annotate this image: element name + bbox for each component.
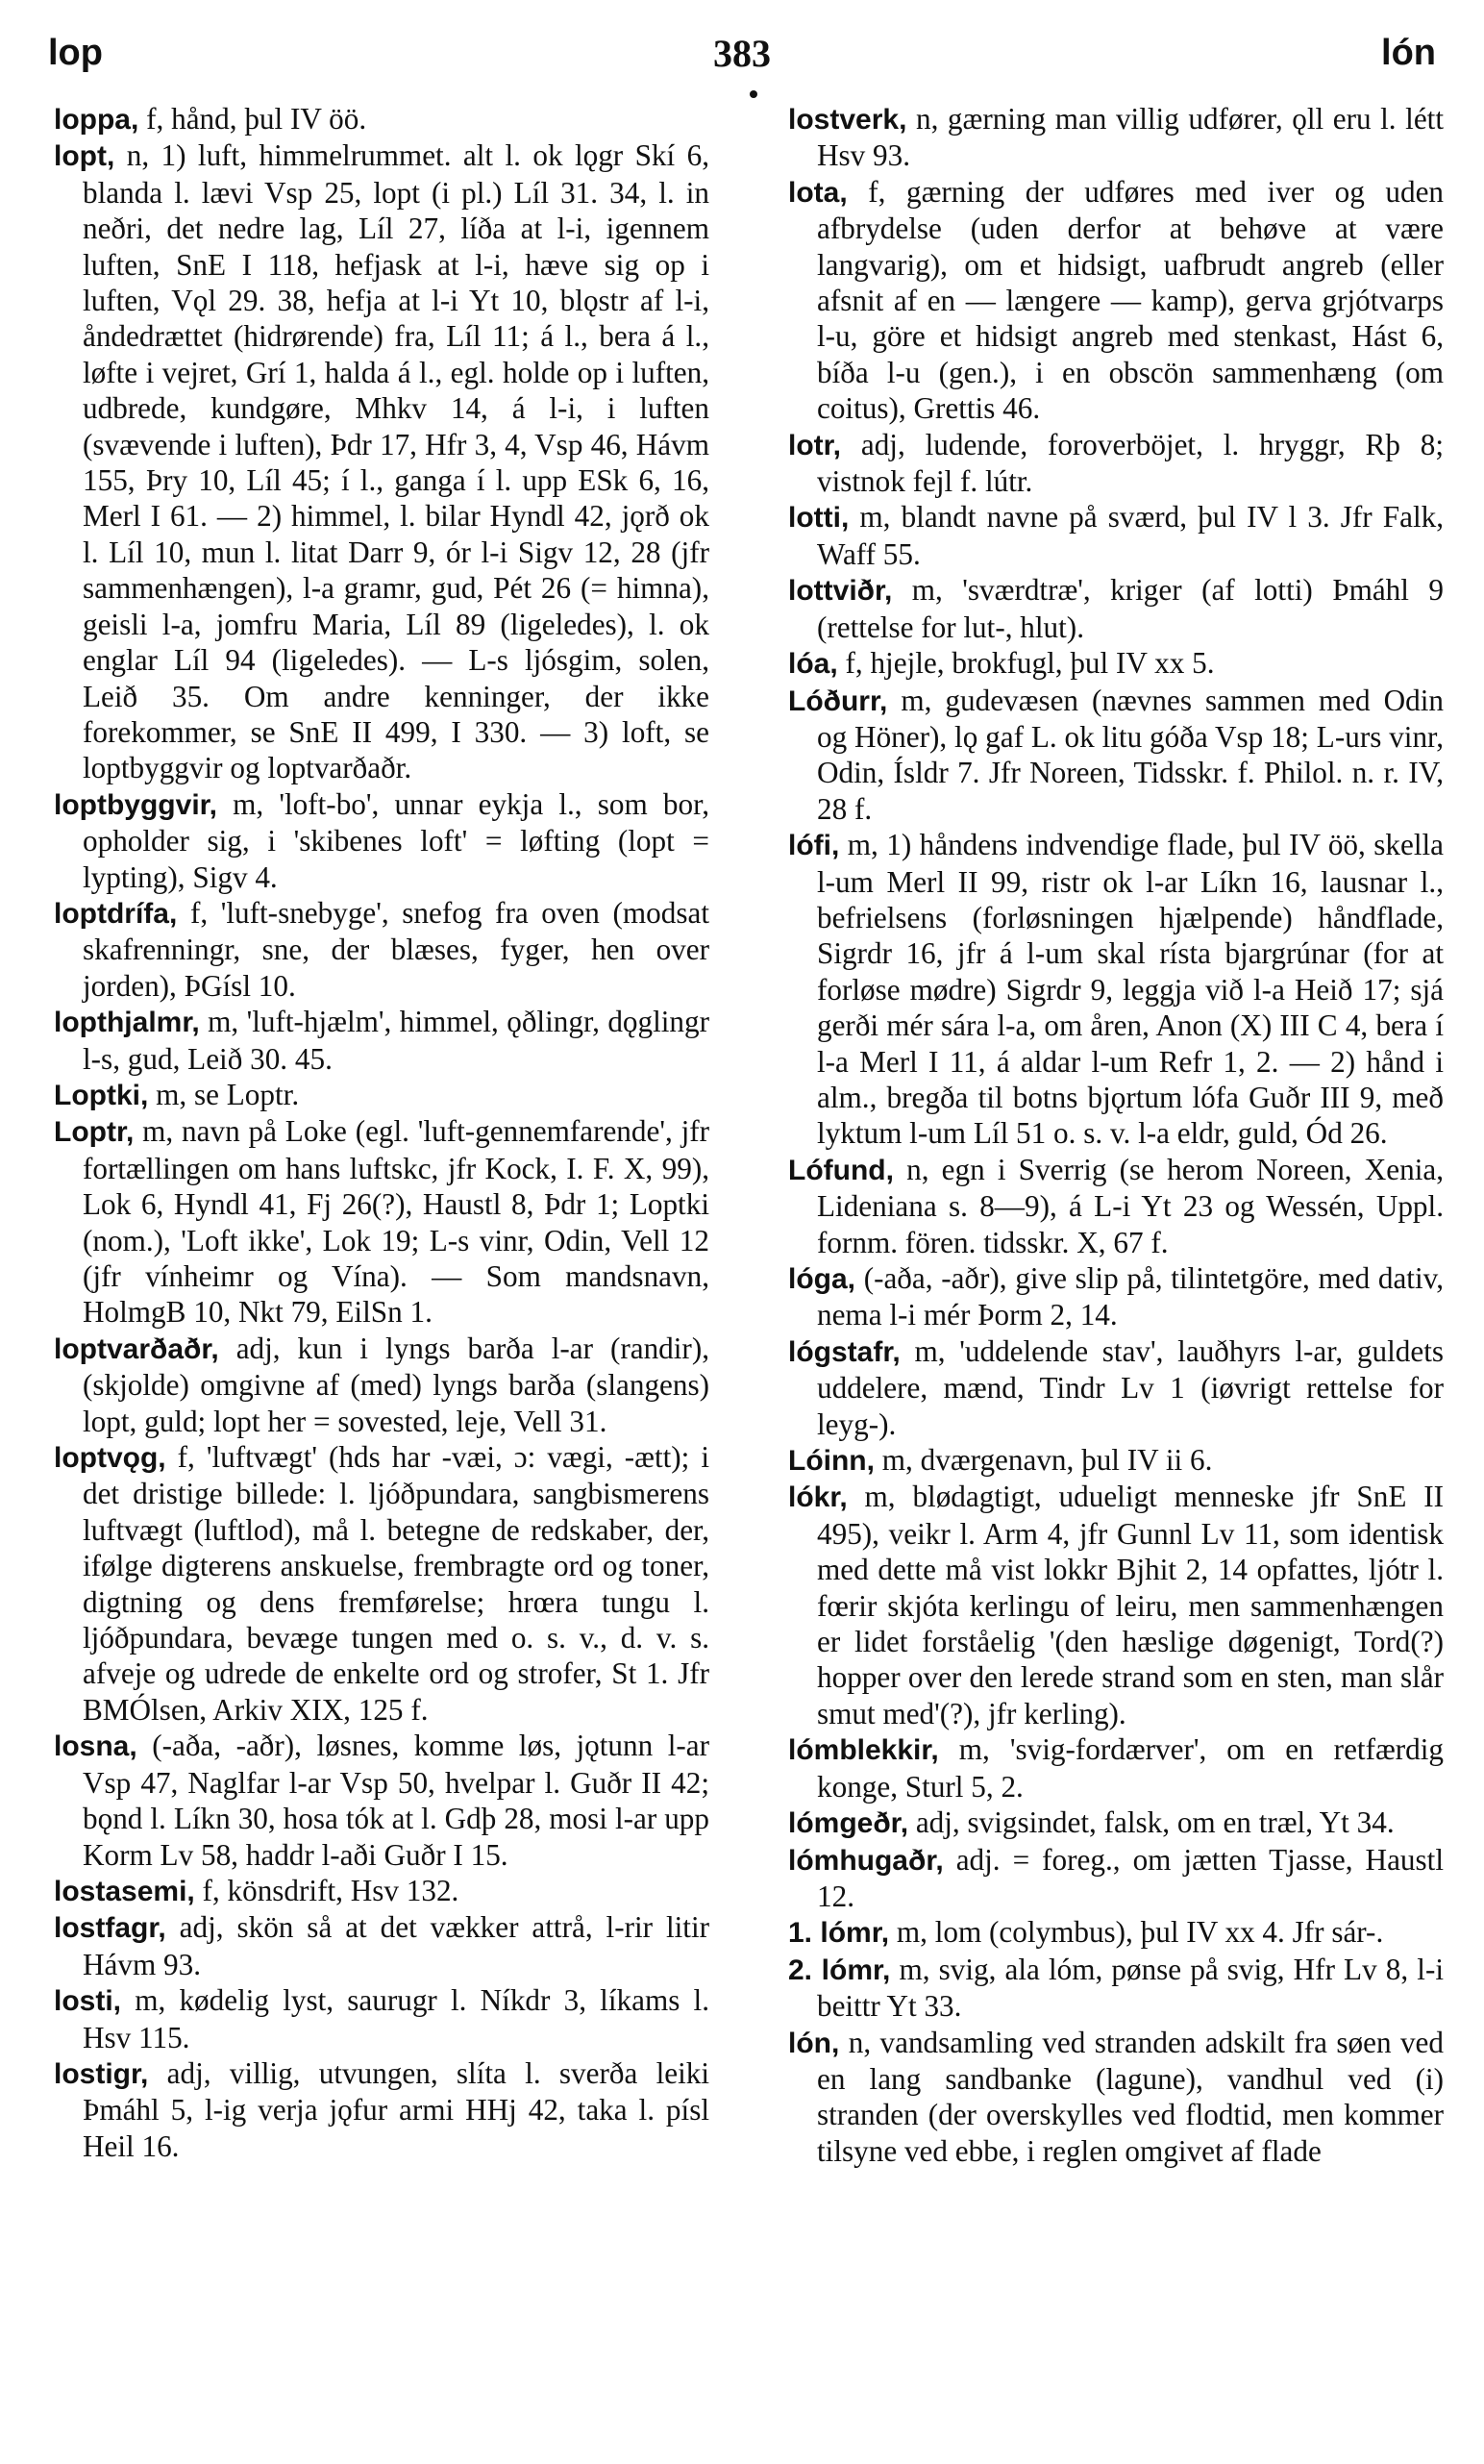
dictionary-entry bbox=[54, 1982, 709, 2055]
entry-definition: f, gærning der udføres med iver og uden afbrydelse (uden derfor at behøve at være langvarig), om et hidsigt, uafbrudt angreb (eller afsnit af en — længere — kamp), gerva grjótvarps l-u, göre et hidsigt angreb med stenkast, Hást 6, bíða l-u (gen.), i en obscön sammenhæng (om coitus), Grettis 46. bbox=[817, 174, 1444, 426]
dictionary-entry bbox=[54, 1439, 709, 1728]
entry-definition: m, 1) håndens indvendige flade, þul IV öö, skella l-um Merl II 99, ristr ok l-ar Líkn 16, lausnar l., befrielsens (forløsningen hjælpende) håndflade, Sigrdr 16, jfr á l-um skal rísta bjargrúnar (for at forløse mødre) Sigrdr 9, leggja við l-a Heið 17; sjá gerði mér sára l-a, om åren, Anon (X) III C 4, bera í l-a Merl I 11, á aldar l-um Refr 1, 2. — 2) hånd i alm., bregða til botns bjǫrtum lófa Guðr III 9, með lyktum l-um Líl 51 o. s. v. l-a eldr, guld, Ód 26. bbox=[817, 828, 1444, 1151]
entry-definition: adj, skön så at det vækker attrå, l-rir litir Hávm 93. bbox=[83, 1910, 709, 1981]
entry-headword: lóa, bbox=[788, 648, 838, 681]
entry-definition: m, lom (colymbus), þul IV xx 4. Jfr sár-. bbox=[896, 1915, 1384, 1950]
entry-headword: lómhugaðr, bbox=[788, 1844, 944, 1877]
dictionary-entry bbox=[54, 101, 709, 137]
entry-definition: (-aða, -aðr), løsnes, komme løs, jǫtunn l-ar Vsp 47, Naglfar l-ar Vsp 50, hvelpar l. Guðr II 42; bǫnd l. Líkn 30, hosa tók at l. Gdþ 28, mosi l-ar upp Korm Lv 58, haddr l-aði Guðr I 15. bbox=[83, 1729, 709, 1872]
dictionary-entry bbox=[788, 1731, 1444, 1804]
entry-definition: m, svig, ala lóm, pønse på svig, Hfr Lv 8, l-i beittr Yt 33. bbox=[817, 1952, 1444, 2024]
entry-definition: n, 1) luft, himmelrummet. alt l. ok lǫgr Skí 6, blanda l. lævi Vsp 25, lopt (i pl.) Líl 31. 34, l. in neðri, det nedre lag, Líl 27, líða at l-i, igennem luften, SnE I 118, hefjask at l-i, hæve sig op i luften, Vǫl 29. 38, hefja at l-i Yt 10, blǫstr af l-i, åndedrættet (hidrørende) fra, Líl 11; á l., bera á l., løfte i vejret, Grí 1, halda á l., egl. holde op i luften, udbrede, kundgøre, Mhkv 14, á l-i, i luften (svævende i luften), Þdr 17, Hfr 3, 4, Vsp 46, Hávm 155, Þry 10, Líl 45; í l., ganga í l. upp ESk 6, 16, Merl I 61. — 2) himmel, l. bilar Hyndl 42, jǫrð ok l. Líl 10, mun l. litat Darr 9, ór l-i Sigv 12, 28 (jfr sammenhængen), l-a gramr, gud, Pét 26 (= himna), geisli l-a, jomfru Maria, Líl 89 (ligeledes), l. ok englar Líl 94 (ligeledes). — L-s ljósgim, solen, Leið 35. Om andre kenninger, der ikke forekommer, se SnE II 499, I 330. — 3) loft, se loptbyggvir og loptvarðaðr. bbox=[83, 138, 709, 785]
entry-headword: lostasemi, bbox=[54, 1875, 195, 1907]
dictionary-entry bbox=[54, 1728, 709, 1873]
entry-headword: lostigr, bbox=[54, 2057, 149, 2090]
entry-headword: lófi, bbox=[788, 830, 840, 862]
dictionary-entry bbox=[788, 572, 1444, 645]
entry-headword: lón, bbox=[788, 2027, 840, 2059]
entry-headword: lota, bbox=[788, 176, 848, 209]
entry-headword: lómgeðr, bbox=[788, 1807, 909, 1840]
entry-definition: m, 'sværdtræ', kriger (af lotti) Þmáhl 9 (rettelse for lut-, hlut). bbox=[817, 573, 1444, 644]
entry-headword: 1. lómr, bbox=[788, 1917, 890, 1950]
entry-headword: Lófund, bbox=[788, 1154, 894, 1186]
entry-headword: Loptki, bbox=[54, 1079, 149, 1111]
dictionary-entry bbox=[788, 1804, 1444, 1841]
dictionary-entry bbox=[54, 786, 709, 895]
entry-headword: lottviðr, bbox=[788, 575, 893, 608]
dictionary-entry bbox=[788, 1479, 1444, 1731]
entry-definition: adj, kun i lyngs barða l-ar (randir), (skjolde) omgivne af (med) lyngs barða (slangens) lopt, guld; lopt her = sovested, leje, Vell 31. bbox=[83, 1331, 709, 1438]
dictionary-entry bbox=[54, 1113, 709, 1330]
entry-headword: Lóinn, bbox=[788, 1445, 875, 1478]
entry-definition: f, 'luft-snebyge', snefog fra oven (modsat skafrenningr, sne, der blæses, fyger, hen over jorden), ÞGísl 10. bbox=[83, 895, 709, 1003]
entry-headword: Loptr, bbox=[54, 1116, 135, 1149]
dictionary-entry bbox=[54, 1873, 709, 1909]
dictionary-entry bbox=[788, 645, 1444, 682]
entry-headword: loppa, bbox=[54, 104, 139, 136]
dictionary-entry bbox=[788, 827, 1444, 1152]
entry-definition: m, kødelig lyst, saurugr l. Níkdr 3, líkams l. Hsv 115. bbox=[83, 1983, 709, 2054]
entry-headword: loptbyggvir, bbox=[54, 788, 218, 821]
entry-definition: m, gudevæsen (nævnes sammen med Odin og Höner), lǫ gaf L. ok litu góða Vsp 18; L-urs vinr, Odin, Ísldr 7. Jfr Noreen, Tidsskr. f. Philol. n. r. IV, 28 f. bbox=[817, 683, 1444, 826]
dictionary-entry bbox=[54, 1077, 709, 1113]
page-number: 383 bbox=[713, 32, 771, 75]
entry-headword: losti, bbox=[54, 1985, 122, 2018]
dictionary-entry bbox=[788, 1333, 1444, 1442]
dictionary-entry bbox=[54, 1909, 709, 1982]
entry-headword: lógstafr, bbox=[788, 1335, 901, 1368]
entry-definition: m, 'uddelende stav', lauðhyrs l-ar, guldets uddelere, mænd, Tindr Lv 1 (iøvrigt rettelse for leyg-). bbox=[817, 1333, 1444, 1441]
dictionary-entry bbox=[788, 499, 1444, 572]
entry-definition: m, blandt navne på sværd, þul IV l 3. Jfr Falk, Waff 55. bbox=[817, 500, 1444, 571]
entry-definition: adj, ludende, foroverböjet, l. hryggr, Rþ 8; vistnok fejl f. lútr. bbox=[817, 427, 1444, 499]
entry-definition: m, 'svig-fordærver', om en retfærdig konge, Sturl 5, 2. bbox=[817, 1732, 1444, 1804]
entry-definition: n, egn i Sverrig (se herom Noreen, Xenia, Lideniana s. 8—9), á L-i Yt 23 og Wessén, Uppl. fornm. fören. tidsskr. X, 67 f. bbox=[817, 1152, 1444, 1259]
entry-headword: loptdrífa, bbox=[54, 897, 178, 930]
entry-definition: adj. = foreg., om jætten Tjasse, Haustl 12. bbox=[817, 1842, 1444, 1913]
entry-headword: lopthjalmr, bbox=[54, 1007, 200, 1039]
header-dot bbox=[750, 90, 757, 98]
entry-definition: f, 'luftvægt' (hds har -væi, ɔ: vægi, -ætt); i det dristige billede: l. ljóðpundara, sangbismerens luftvægt (luftlod), må l. betegne de redskaber, der, ifølge digterens anskuelse, frembragte ord og toner, digtning og dens fremførelse; hrœra tungu l. ljóðpundara, bevæge tungen med o. s. v., d. v. s. afveje og udrede de enkelte ord og strofer, St 1. Jfr BMÓlsen, Arkiv XIX, 125 f. bbox=[83, 1440, 709, 1727]
entry-definition: f, hjejle, brokfugl, þul IV xx 5. bbox=[845, 646, 1215, 681]
entry-headword: lóga, bbox=[788, 1263, 856, 1295]
entry-definition: f, hånd, þul IV öö. bbox=[146, 102, 367, 136]
entry-headword: Lóðurr, bbox=[788, 684, 888, 717]
entry-definition: m, se Loptr. bbox=[156, 1077, 300, 1111]
dictionary-entry bbox=[788, 683, 1444, 828]
dictionary-entry bbox=[788, 1914, 1444, 1951]
dictionary-entry bbox=[788, 1952, 1444, 2025]
dictionary-entry bbox=[54, 895, 709, 1004]
entry-definition: m, blødagtigt, udueligt menneske jfr SnE II 495), veikr l. Arm 4, jfr Gunnl Lv 11, som identisk med dette må vist lokkr Bjhit 2, 14 opfattes, ljótr l. fœrir skjóta kerlingu of leiru, men sammenhængen er lidet forståelig '(den hæslige døgenigt, Tord(?) hopper over den lerede strand som en sten, man slår smut med'(?), jfr kerling). bbox=[817, 1480, 1444, 1730]
entry-headword: lostfagr, bbox=[54, 1912, 166, 1945]
entry-definition: f, könsdrift, Hsv 132. bbox=[202, 1873, 459, 1907]
entry-definition: m, 'luft-hjælm', himmel, ǫðlingr, dǫglingr l-s, gud, Leið 30. 45. bbox=[83, 1005, 709, 1076]
entry-headword: lopt, bbox=[54, 140, 115, 173]
dictionary-entry bbox=[54, 137, 709, 785]
entry-headword: losna, bbox=[54, 1730, 137, 1763]
entry-headword: lotr, bbox=[788, 429, 842, 461]
entry-headword: loptvarðaðr, bbox=[54, 1332, 219, 1365]
right-running-headword: lón bbox=[1381, 33, 1436, 73]
dictionary-entry bbox=[788, 101, 1444, 174]
dictionary-entry bbox=[54, 2055, 709, 2164]
entry-headword: lotti, bbox=[788, 502, 850, 535]
entry-definition: n, vandsamling ved stranden adskilt fra søen ved en lang sandbanke (lagune), vandhul ved (i) stranden (der overskylles ved flodtid, men kommer tilsyne ved ebbe, i reglen omgivet af flade bbox=[817, 2025, 1444, 2168]
entry-definition: m, dværgenavn, þul IV ii 6. bbox=[881, 1443, 1213, 1478]
dictionary-entry bbox=[54, 1331, 709, 1439]
entry-definition: (-aða, -aðr), give slip på, tilintetgöre, med dativ, nema l-i mér Þorm 2, 14. bbox=[817, 1261, 1444, 1332]
entry-definition: m, navn på Loke (egl. 'luft-gennemfarende', jfr fortællingen om hans luftskc, jfr Kock, I. F. X, 99), Lok 6, Hyndl 41, Fj 26(?), Haustl 8, Þdr 1; Loptki (nom.), 'Loft ikke', Lok 19; L-s vinr, Odin, Vell 12 (jfr vínheimr og Vína). — Som mandsnavn, HolmgB 10, Nkt 79, EilSn 1. bbox=[83, 1114, 709, 1330]
page-header bbox=[48, 27, 1436, 85]
entry-headword: lostverk, bbox=[788, 104, 907, 136]
dictionary-entry bbox=[788, 1260, 1444, 1333]
right-column bbox=[788, 101, 1444, 2437]
dictionary-entry bbox=[788, 427, 1444, 500]
dictionary-entry bbox=[54, 1004, 709, 1077]
entry-definition: adj, svigsindet, falsk, om en træl, Yt 34. bbox=[915, 1805, 1395, 1840]
entry-definition: n, gærning man villig udfører, ǫll eru l. létt Hsv 93. bbox=[817, 102, 1444, 173]
dictionary-entry bbox=[788, 1152, 1444, 1260]
left-column bbox=[54, 101, 709, 2437]
entry-definition: adj, villig, utvungen, slíta l. sverða leiki Þmáhl 5, l-ig verja jǫfur armi HHj 42, taka l. písl Heil 16. bbox=[83, 2055, 709, 2163]
dictionary-entry bbox=[788, 2025, 1444, 2170]
dictionary-entry bbox=[788, 1842, 1444, 1915]
entry-headword: lókr, bbox=[788, 1481, 848, 1514]
entry-definition: m, 'loft-bo', unnar eykja l., som bor, opholder sig, i 'skibenes loft' = løfting (lopt = lypting), Sigv 4. bbox=[83, 786, 709, 894]
dictionary-entry bbox=[788, 174, 1444, 427]
dictionary-entry bbox=[788, 1442, 1444, 1479]
entry-headword: 2. lómr, bbox=[788, 1954, 891, 1986]
left-running-headword: lop bbox=[48, 33, 103, 73]
entry-headword: loptvǫg, bbox=[54, 1442, 166, 1475]
entry-headword: lómblekkir, bbox=[788, 1734, 939, 1767]
